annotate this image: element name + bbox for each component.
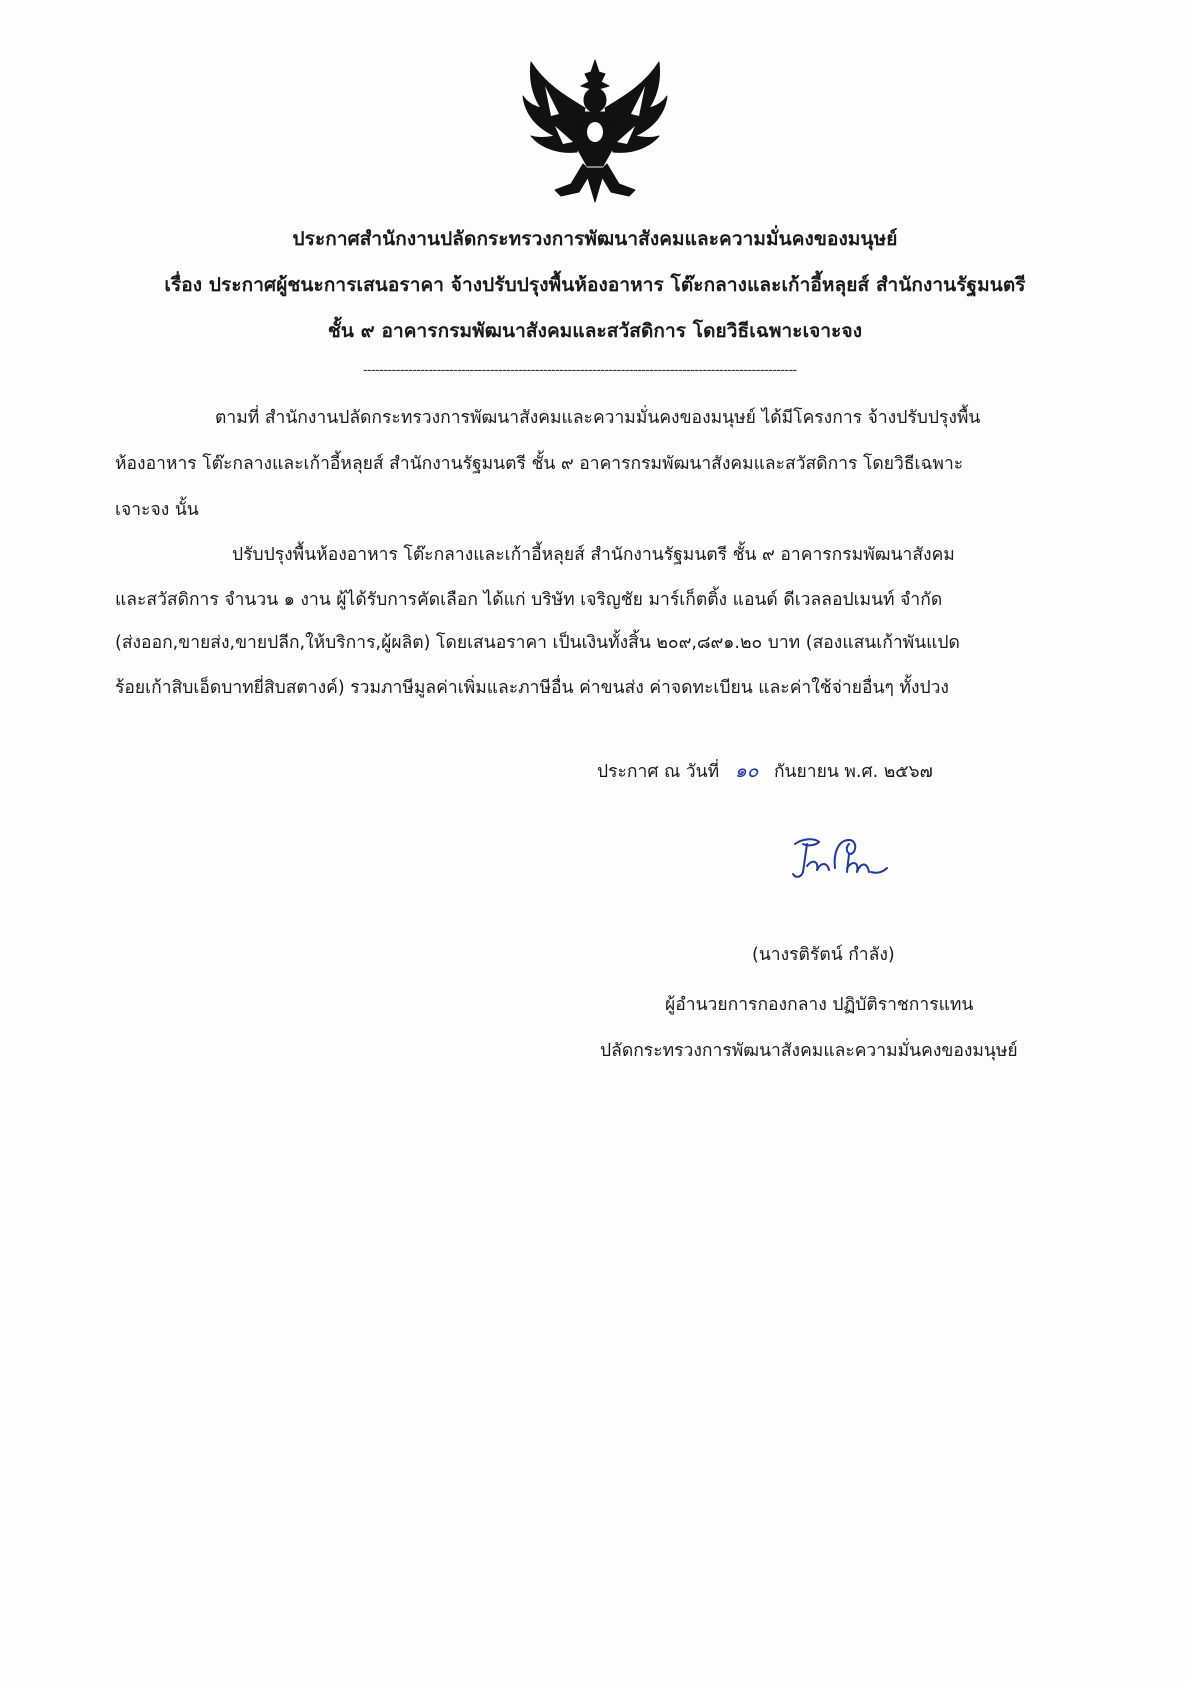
paragraph-2-line-1: ปรับปรุงพื้นห้องอาหาร โต๊ะกลางและเก้าอี้หลุยส์ สำนักงานรัฐมนตรี ชั้น ๙ อาคารกรมพัฒนาสังคม: [232, 545, 955, 565]
announcement-date: [597, 756, 933, 786]
announcement-subject-continued: ชั้น ๙ อาคารกรมพัฒนาสังคมและสวัสดิการ โดยวิธีเฉพาะเจาะจง: [327, 320, 863, 342]
paragraph-2-line-2: และสวัสดิการ จำนวน ๑ งาน ผู้ได้รับการคัดเลือก ได้แก่ บริษัท เจริญชัย มาร์เก็ตติ้ง แอนด์ ดีเวลลอปเมนท์ จำกัด: [115, 590, 943, 610]
paragraph-2-line-4: ร้อยเก้าสิบเอ็ดบาทยี่สิบสตางค์) รวมภาษีมูลค่าเพิ่มและภาษีอื่น ค่าขนส่ง ค่าจดทะเบียน และค่าใช้จ่ายอื่นๆ ทั้งปวง: [115, 678, 949, 698]
garuda-emblem-icon: [515, 56, 675, 206]
handwritten-signature: [785, 832, 905, 888]
date-prefix: ประกาศ ณ วันที่: [597, 762, 720, 782]
signatory-position-on-behalf: ปลัดกระทรวงการพัฒนาสังคมและความมั่นคงของมนุษย์: [600, 1041, 1018, 1061]
paragraph-1-line-2: ห้องอาหาร โต๊ะกลางและเก้าอี้หลุยส์ สำนักงานรัฐมนตรี ชั้น ๙ อาคารกรมพัฒนาสังคมและสวัสดิการ โดยวิธีเฉพาะ: [115, 454, 964, 474]
date-day-handwritten: ๑๐: [734, 760, 759, 782]
date-suffix: กันยายน พ.ศ. ๒๕๖๗: [773, 762, 933, 782]
dashed-separator: ----------------------------------------------------------------------------------------------------------: [363, 363, 797, 378]
paragraph-1-line-3: เจาะจง นั้น: [115, 500, 199, 520]
signatory-name: (นางรติรัตน์ กำลัง): [752, 945, 895, 965]
announcement-title: ประกาศสำนักงานปลัดกระทรวงการพัฒนาสังคมและความมั่นคงของมนุษย์: [292, 228, 898, 250]
paragraph-1-line-1: ตามที่ สำนักงานปลัดกระทรวงการพัฒนาสังคมและความมั่นคงของมนุษย์ ได้มีโครงการ จ้างปรับปรุงพื้น: [215, 408, 981, 428]
announcement-subject: เรื่อง ประกาศผู้ชนะการเสนอราคา จ้างปรับปรุงพื้นห้องอาหาร โต๊ะกลางและเก้าอี้หลุยส์ สำนักงานรัฐมนตรี: [164, 274, 1026, 296]
paragraph-2-line-3: (ส่งออก,ขายส่ง,ขายปลีก,ให้บริการ,ผู้ผลิต) โดยเสนอราคา เป็นเงินทั้งสิ้น ๒๐๙,๘๙๑.๒๐ บาท (สองแสนเก้าพันแปด: [115, 633, 960, 653]
signatory-position: ผู้อำนวยการกองกลาง ปฏิบัติราชการแทน: [665, 995, 974, 1015]
